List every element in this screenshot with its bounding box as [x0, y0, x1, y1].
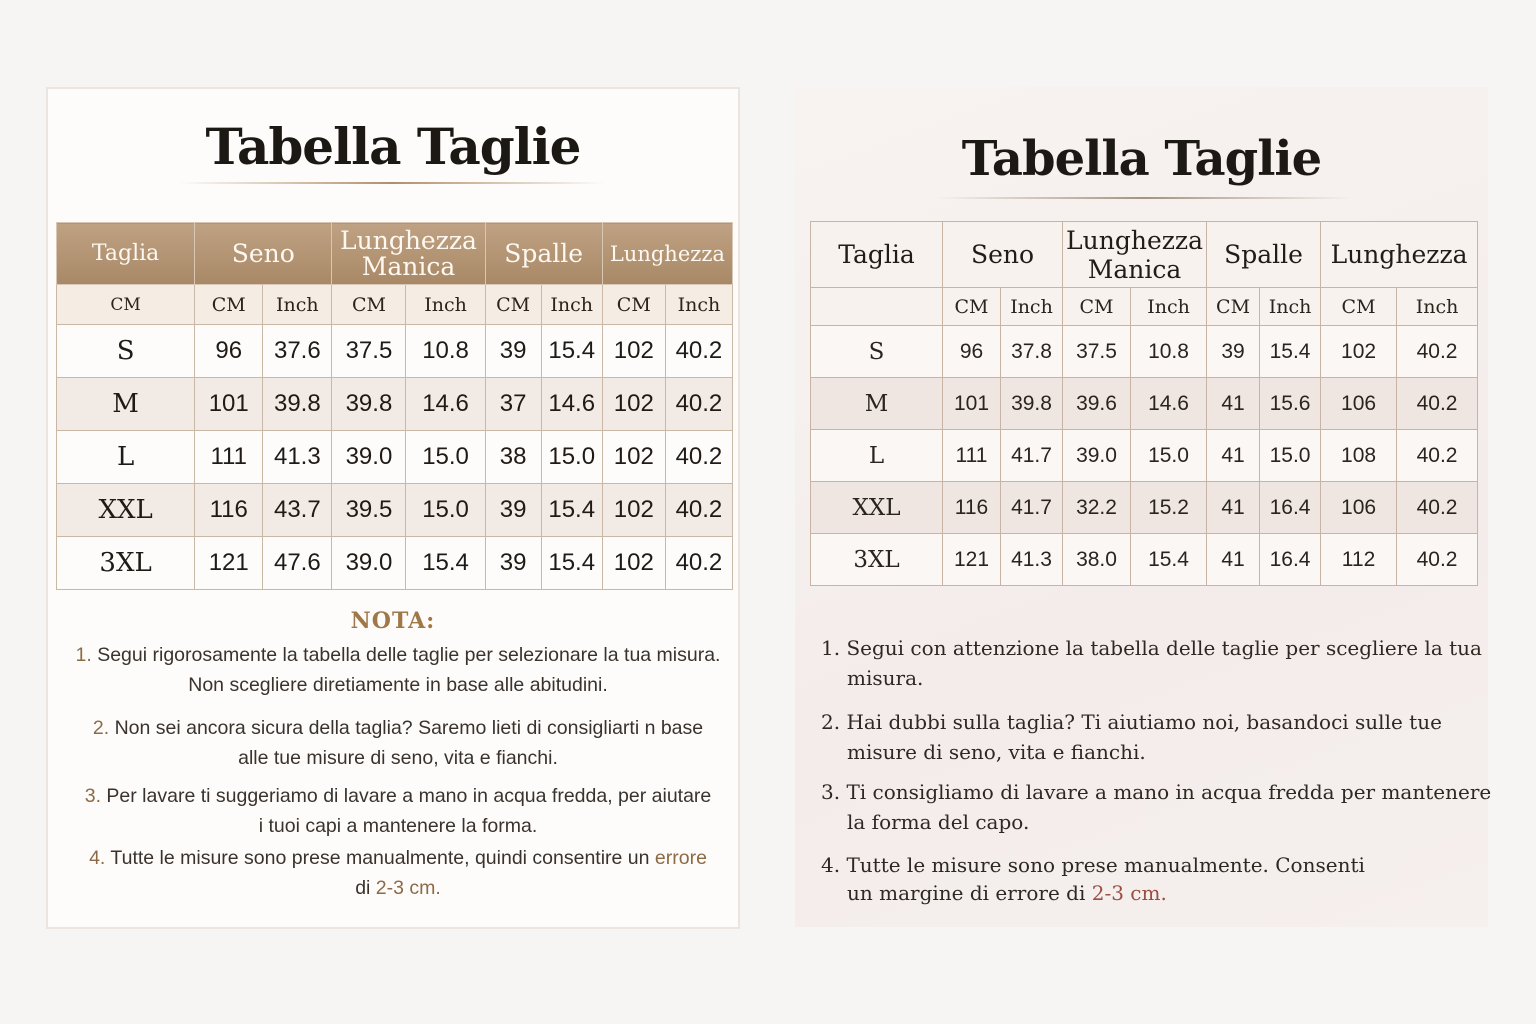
- table-cell: 116: [195, 484, 263, 537]
- table-cell: 15.6: [1260, 378, 1321, 430]
- size-cell: XXL: [57, 484, 195, 537]
- header-lunghezza-manica: Lunghezza Manica: [332, 223, 485, 285]
- unit-cm: CM: [1063, 288, 1131, 326]
- table-cell: 102: [602, 378, 665, 431]
- table-row: [57, 431, 733, 484]
- note-text: alle tue misure di seno, vita e fianchi.: [238, 747, 558, 769]
- table-cell: 39.8: [332, 378, 406, 431]
- header-taglia: Taglia: [57, 223, 195, 285]
- table-cell: 15.4: [1260, 326, 1321, 378]
- unit-inch: Inch: [665, 285, 732, 325]
- table-cell: 39.0: [1063, 430, 1131, 482]
- table-unit-row: [811, 288, 1478, 326]
- note-accent-text: 2-3 cm.: [375, 877, 441, 899]
- table-cell: 37.5: [332, 325, 406, 378]
- table-cell: 15.0: [1260, 430, 1321, 482]
- size-chart-card-left: [46, 87, 740, 929]
- table-cell: 10.8: [1131, 326, 1207, 378]
- note-accent-text: errore: [654, 847, 707, 869]
- note-text: 4. Tutte le misure sono prese manualmente. Consenti: [821, 853, 1365, 877]
- table-unit-row: [57, 285, 733, 325]
- title-divider: [937, 197, 1351, 199]
- table-cell: 40.2: [1397, 430, 1478, 482]
- header-seno: Seno: [943, 222, 1063, 288]
- table-row: [57, 378, 733, 431]
- table-cell: 41: [1207, 430, 1260, 482]
- note-accent-text: 2-3 cm.: [1091, 881, 1167, 905]
- page-title: Tabella Taglie: [961, 131, 1322, 187]
- note-text: Tutte le misure sono prese manualmente, quindi consentire un: [110, 847, 650, 869]
- table-cell: 38: [485, 431, 541, 484]
- note-number: 4.: [89, 847, 106, 869]
- table-cell: 102: [602, 537, 665, 590]
- header-lunghezza: Lunghezza: [1321, 222, 1478, 288]
- note-item: [58, 781, 738, 841]
- table-header-row: [57, 223, 733, 285]
- table-cell: 40.2: [665, 325, 732, 378]
- note-text: i tuoi capi a mantenere la forma.: [258, 815, 538, 837]
- note-text: Non sei ancora sicura della taglia? Saremo lieti di consigliarti n base: [114, 717, 704, 739]
- table-cell: 41.7: [1001, 430, 1063, 482]
- note-text: Per lavare ti suggeriamo di lavare a mano in acqua fredda, per aiutare: [106, 785, 712, 807]
- table-cell: 15.2: [1131, 482, 1207, 534]
- table-cell: 39.6: [1063, 378, 1131, 430]
- note-number: 1.: [75, 644, 92, 666]
- unit-cm: CM: [602, 285, 665, 325]
- size-table: [56, 222, 733, 590]
- table-cell: 43.7: [263, 484, 332, 537]
- table-cell: 41: [1207, 482, 1260, 534]
- table-cell: 40.2: [1397, 482, 1478, 534]
- table-cell: 39.8: [263, 378, 332, 431]
- table-row: [57, 537, 733, 590]
- table-cell: 41.3: [263, 431, 332, 484]
- table-cell: 37.5: [1063, 326, 1131, 378]
- table-cell: 112: [1321, 534, 1397, 586]
- table-cell: 15.4: [1131, 534, 1207, 586]
- note-item: [58, 843, 738, 903]
- unit-label-empty: [811, 288, 943, 326]
- table-cell: 101: [943, 378, 1001, 430]
- note-item: 2. Hai dubbi sulla taglia? Ti aiutiamo noi, basandoci sulle tue misure di seno, vita e fianchi.: [821, 710, 1442, 764]
- note-text: di: [355, 877, 371, 899]
- table-cell: 15.4: [541, 484, 602, 537]
- nota-heading: NOTA:: [350, 608, 436, 634]
- unit-label: CM: [57, 285, 195, 325]
- table-cell: 15.0: [1131, 430, 1207, 482]
- table-cell: 111: [195, 431, 263, 484]
- unit-inch: Inch: [1260, 288, 1321, 326]
- table-cell: 15.4: [541, 537, 602, 590]
- table-cell: 15.4: [406, 537, 485, 590]
- note-item: [58, 713, 738, 773]
- note-text: Non scegliere diretiamente in base alle abitudini.: [188, 674, 608, 696]
- table-cell: 40.2: [1397, 378, 1478, 430]
- table-cell: 39.0: [332, 431, 406, 484]
- table-row: [57, 484, 733, 537]
- note-item: 3. Ti consigliamo di lavare a mano in acqua fredda per mantenere la forma del capo.: [821, 780, 1492, 834]
- table-cell: 41: [1207, 378, 1260, 430]
- table-row: [811, 430, 1478, 482]
- table-cell: 106: [1321, 482, 1397, 534]
- note-text: Segui rigorosamente la tabella delle taglie per selezionare la tua misura.: [97, 644, 721, 666]
- note-number: 3.: [84, 785, 101, 807]
- size-cell: L: [811, 430, 943, 482]
- unit-cm: CM: [1321, 288, 1397, 326]
- unit-cm: CM: [485, 285, 541, 325]
- table-cell: 102: [602, 325, 665, 378]
- table-cell: 40.2: [1397, 326, 1478, 378]
- table-cell: 41: [1207, 534, 1260, 586]
- table-cell: 32.2: [1063, 482, 1131, 534]
- table-cell: 14.6: [541, 378, 602, 431]
- header-lunghezza: Lunghezza: [602, 223, 732, 285]
- unit-cm: CM: [332, 285, 406, 325]
- unit-inch: Inch: [1397, 288, 1478, 326]
- unit-cm: CM: [195, 285, 263, 325]
- size-chart-card-right: [795, 87, 1492, 927]
- table-cell: 116: [943, 482, 1001, 534]
- table-cell: 108: [1321, 430, 1397, 482]
- header-taglia: Taglia: [811, 222, 943, 288]
- title-divider: [178, 182, 606, 184]
- header-seno: Seno: [195, 223, 332, 285]
- table-cell: 47.6: [263, 537, 332, 590]
- unit-inch: Inch: [541, 285, 602, 325]
- table-cell: 14.6: [406, 378, 485, 431]
- table-cell: 39.0: [332, 537, 406, 590]
- page-title: Tabella Taglie: [205, 117, 581, 176]
- table-row: [811, 378, 1478, 430]
- header-spalle: Spalle: [1207, 222, 1321, 288]
- size-cell: 3XL: [57, 537, 195, 590]
- table-cell: 40.2: [665, 431, 732, 484]
- table-row: [811, 326, 1478, 378]
- table-cell: 38.0: [1063, 534, 1131, 586]
- table-cell: 111: [943, 430, 1001, 482]
- table-cell: 16.4: [1260, 482, 1321, 534]
- table-row: [57, 325, 733, 378]
- table-cell: 39: [485, 325, 541, 378]
- table-cell: 16.4: [1260, 534, 1321, 586]
- table-cell: 121: [943, 534, 1001, 586]
- note-item: [58, 640, 738, 700]
- table-cell: 37.6: [263, 325, 332, 378]
- note-text: un margine di errore di: [847, 881, 1086, 905]
- unit-cm: CM: [943, 288, 1001, 326]
- header-lunghezza-manica: Lunghezza Manica: [1063, 222, 1207, 288]
- table-cell: 37: [485, 378, 541, 431]
- table-cell: 41.3: [1001, 534, 1063, 586]
- table-cell: 40.2: [665, 537, 732, 590]
- table-row: [811, 482, 1478, 534]
- table-cell: 40.2: [1397, 534, 1478, 586]
- note-item: [821, 851, 1507, 907]
- table-cell: 39: [485, 537, 541, 590]
- table-cell: 96: [943, 326, 1001, 378]
- table-cell: 15.0: [406, 484, 485, 537]
- size-cell: 3XL: [811, 534, 943, 586]
- table-cell: 106: [1321, 378, 1397, 430]
- note-item: 1. Segui con attenzione la tabella delle taglie per scegliere la tua misura.: [821, 636, 1482, 690]
- table-cell: 101: [195, 378, 263, 431]
- header-spalle: Spalle: [485, 223, 602, 285]
- table-cell: 15.0: [541, 431, 602, 484]
- table-row: [811, 534, 1478, 586]
- unit-inch: Inch: [1131, 288, 1207, 326]
- note-number: 2.: [92, 717, 110, 739]
- table-cell: 14.6: [1131, 378, 1207, 430]
- table-cell: 39.5: [332, 484, 406, 537]
- unit-cm: CM: [1207, 288, 1260, 326]
- table-cell: 41.7: [1001, 482, 1063, 534]
- size-cell: M: [57, 378, 195, 431]
- table-cell: 15.0: [406, 431, 485, 484]
- table-cell: 39: [485, 484, 541, 537]
- table-cell: 102: [602, 484, 665, 537]
- size-table: [810, 221, 1478, 586]
- unit-inch: Inch: [406, 285, 485, 325]
- table-cell: 10.8: [406, 325, 485, 378]
- table-header-row: [811, 222, 1478, 288]
- table-cell: 39.8: [1001, 378, 1063, 430]
- table-cell: 121: [195, 537, 263, 590]
- table-cell: 96: [195, 325, 263, 378]
- size-cell: L: [57, 431, 195, 484]
- table-cell: 40.2: [665, 378, 732, 431]
- table-cell: 102: [1321, 326, 1397, 378]
- size-cell: XXL: [811, 482, 943, 534]
- size-cell: S: [811, 326, 943, 378]
- unit-inch: Inch: [1001, 288, 1063, 326]
- unit-inch: Inch: [263, 285, 332, 325]
- size-cell: S: [57, 325, 195, 378]
- table-cell: 40.2: [665, 484, 732, 537]
- table-cell: 39: [1207, 326, 1260, 378]
- table-cell: 37.8: [1001, 326, 1063, 378]
- size-cell: M: [811, 378, 943, 430]
- table-cell: 102: [602, 431, 665, 484]
- table-cell: 15.4: [541, 325, 602, 378]
